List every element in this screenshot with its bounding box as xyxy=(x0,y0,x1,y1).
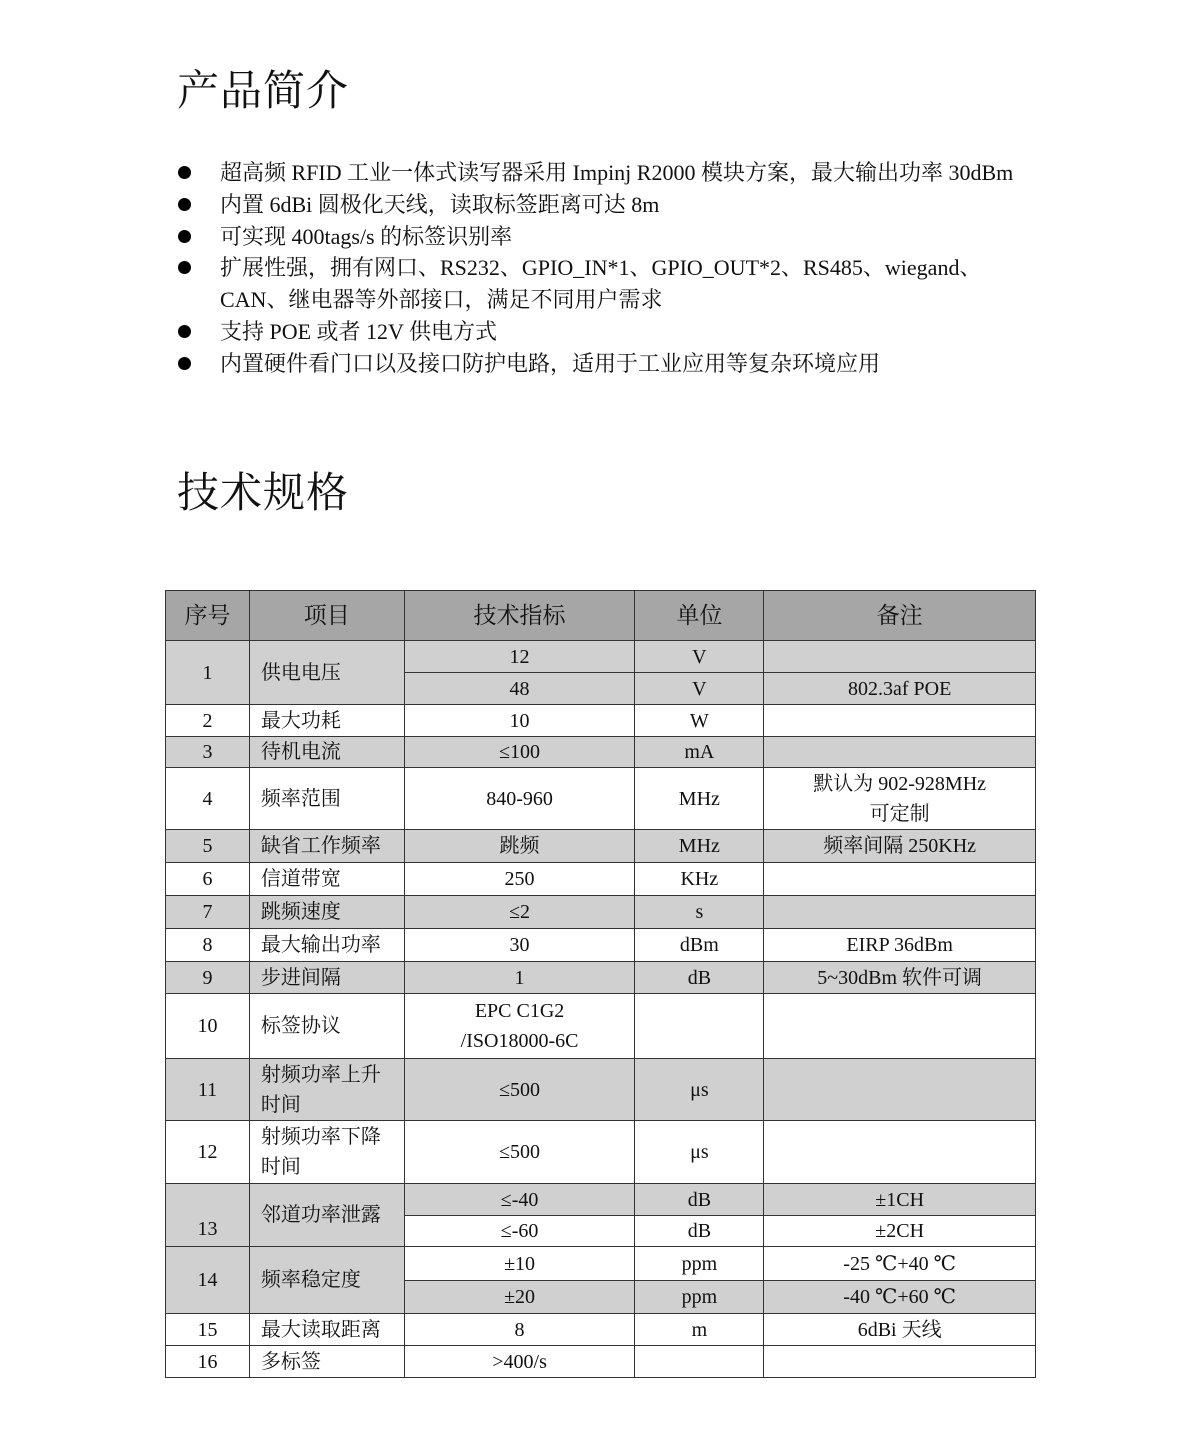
feature-item xyxy=(178,157,1038,189)
cell-note xyxy=(764,641,1036,673)
cell-note xyxy=(764,737,1036,768)
cell-no: 6 xyxy=(166,863,250,896)
feature-text: 扩展性强，拥有网口、RS232、GPIO_IN*1、GPIO_OUT*2、RS485、wiegand、CAN、继电器等外部接口，满足不同用户需求 xyxy=(220,255,982,313)
cell-value: ≤100 xyxy=(404,737,635,768)
cell-item: 供电电压 xyxy=(249,641,404,705)
cell-value: ±10 xyxy=(404,1247,635,1281)
cell-unit: m xyxy=(635,1314,764,1346)
feature-item xyxy=(178,221,1038,253)
feature-text: 超高频 RFID 工业一体式读写器采用 Impinj R2000 模块方案，最大输出功率 30dBm xyxy=(220,160,1014,185)
bullet-icon xyxy=(178,357,191,370)
cell-value: ±20 xyxy=(404,1281,635,1314)
cell-item: 多标签 xyxy=(249,1346,404,1378)
cell-unit: mA xyxy=(635,737,764,768)
cell-value: ≤-40 xyxy=(404,1184,635,1216)
cell-no: 12 xyxy=(166,1121,250,1184)
cell-no: 15 xyxy=(166,1314,250,1346)
cell-item: 待机电流 xyxy=(249,737,404,768)
cell-value: 12 xyxy=(404,641,635,673)
cell-no: 10 xyxy=(166,994,250,1059)
cell-no: 2 xyxy=(166,705,250,737)
cell-item: 标签协议 xyxy=(249,994,404,1059)
value-line: /ISO18000-6C xyxy=(460,1030,579,1052)
cell-item: 频率稳定度 xyxy=(249,1247,404,1314)
bullet-icon xyxy=(178,166,191,179)
bullet-icon xyxy=(178,198,191,211)
cell-unit xyxy=(635,1346,764,1378)
cell-item: 信道带宽 xyxy=(249,863,404,896)
cell-item xyxy=(249,1059,404,1121)
value-line: EPC C1G2 xyxy=(474,1000,565,1022)
cell-note: 5~30dBm 软件可调 xyxy=(764,962,1036,994)
table-row xyxy=(166,705,1036,737)
table-row xyxy=(166,830,1036,863)
item-line: 射频功率上升 xyxy=(260,1063,381,1086)
section-title-tech-specs: 技术规格 xyxy=(177,468,350,517)
cell-note: ±2CH xyxy=(764,1216,1036,1247)
cell-unit: ppm xyxy=(635,1247,764,1281)
note-line: 默认为 902-928MHz xyxy=(813,772,987,795)
cell-unit: MHz xyxy=(635,830,764,863)
table-row xyxy=(166,962,1036,994)
cell-item: 跳频速度 xyxy=(249,896,404,929)
cell-note: -25 ℃+40 ℃ xyxy=(764,1247,1036,1281)
bullet-icon xyxy=(178,261,191,274)
cell-unit xyxy=(635,994,764,1059)
cell-value: 250 xyxy=(404,863,635,896)
cell-note xyxy=(764,768,1036,830)
table-row xyxy=(166,929,1036,962)
cell-item: 最大读取距离 xyxy=(249,1314,404,1346)
table-row xyxy=(166,768,1036,830)
table-row xyxy=(166,737,1036,768)
cell-no: 16 xyxy=(166,1346,250,1378)
item-line: 时间 xyxy=(260,1093,301,1116)
feature-list xyxy=(178,157,1038,380)
cell-no: 8 xyxy=(166,929,250,962)
cell-unit: V xyxy=(635,673,764,705)
cell-unit: dBm xyxy=(635,929,764,962)
cell-no: 9 xyxy=(166,962,250,994)
cell-note xyxy=(764,1346,1036,1378)
cell-item: 步进间隔 xyxy=(249,962,404,994)
table-row xyxy=(166,1346,1036,1378)
cell-item: 频率范围 xyxy=(249,768,404,830)
feature-text: 可实现 400tags/s 的标签识别率 xyxy=(220,223,513,249)
cell-note xyxy=(764,1059,1036,1121)
cell-item: 最大功耗 xyxy=(249,705,404,737)
cell-item: 缺省工作频率 xyxy=(249,830,404,863)
cell-no: 5 xyxy=(166,830,250,863)
cell-item: 邻道功率泄露 xyxy=(249,1184,404,1247)
spec-table xyxy=(165,590,1036,1378)
cell-unit: V xyxy=(635,641,764,673)
cell-value xyxy=(404,994,635,1059)
header-cell: 单位 xyxy=(635,591,764,641)
feature-text: 内置 6dBi 圆极化天线，读取标签距离可达 8m xyxy=(220,191,660,217)
table-row xyxy=(166,1184,1036,1216)
table-row xyxy=(166,1247,1036,1281)
table-row xyxy=(166,641,1036,673)
table-row xyxy=(166,1059,1036,1121)
feature-item xyxy=(178,348,1038,380)
header-cell: 备注 xyxy=(764,591,1036,641)
header-cell: 项目 xyxy=(249,591,404,641)
table-row xyxy=(166,994,1036,1059)
cell-note xyxy=(764,863,1036,896)
cell-note: 频率间隔 250KHz xyxy=(764,830,1036,863)
feature-item xyxy=(178,252,1038,316)
cell-note xyxy=(764,896,1036,929)
cell-value: ≤500 xyxy=(404,1059,635,1121)
cell-no: 11 xyxy=(166,1059,250,1121)
cell-note: -40 ℃+60 ℃ xyxy=(764,1281,1036,1314)
cell-value: ≤2 xyxy=(404,896,635,929)
cell-unit: W xyxy=(635,705,764,737)
cell-note xyxy=(764,705,1036,737)
cell-note: 802.3af POE xyxy=(764,673,1036,705)
cell-unit: dB xyxy=(635,962,764,994)
cell-no: 13 xyxy=(166,1184,250,1247)
cell-note xyxy=(764,1121,1036,1184)
cell-value: ≤500 xyxy=(404,1121,635,1184)
feature-item xyxy=(178,189,1038,221)
note-line: 可定制 xyxy=(869,802,930,825)
cell-no: 7 xyxy=(166,896,250,929)
cell-item: 最大输出功率 xyxy=(249,929,404,962)
cell-unit: ppm xyxy=(635,1281,764,1314)
cell-unit: dB xyxy=(635,1184,764,1216)
cell-value: 48 xyxy=(404,673,635,705)
table-row xyxy=(166,1314,1036,1346)
header-cell: 序号 xyxy=(166,591,250,641)
cell-value: 30 xyxy=(404,929,635,962)
header-cell: 技术指标 xyxy=(404,591,635,641)
cell-item xyxy=(249,1121,404,1184)
feature-text: 支持 POE 或者 12V 供电方式 xyxy=(220,318,498,344)
item-line: 射频功率下降 xyxy=(260,1126,381,1148)
cell-value: >400/s xyxy=(404,1346,635,1378)
bullet-icon xyxy=(178,325,191,338)
cell-unit: μs xyxy=(635,1059,764,1121)
table-header-row xyxy=(166,591,1036,641)
cell-no: 4 xyxy=(166,768,250,830)
cell-value: ≤-60 xyxy=(404,1216,635,1247)
cell-note: EIRP 36dBm xyxy=(764,929,1036,962)
cell-unit: dB xyxy=(635,1216,764,1247)
cell-no: 3 xyxy=(166,737,250,768)
cell-value: 840-960 xyxy=(404,768,635,830)
cell-note: ±1CH xyxy=(764,1184,1036,1216)
cell-unit: s xyxy=(635,896,764,929)
bullet-icon xyxy=(178,230,191,243)
cell-value: 跳频 xyxy=(404,830,635,863)
cell-unit: μs xyxy=(635,1121,764,1184)
cell-note: 6dBi 天线 xyxy=(764,1314,1036,1346)
feature-text: 内置硬件看门口以及接口防护电路，适用于工业应用等复杂环境应用 xyxy=(220,350,881,376)
table-row xyxy=(166,896,1036,929)
feature-item xyxy=(178,316,1038,348)
item-line: 时间 xyxy=(260,1156,301,1178)
cell-no: 14 xyxy=(166,1247,250,1314)
section-title-product-intro: 产品简介 xyxy=(177,66,350,115)
cell-unit: MHz xyxy=(635,768,764,830)
cell-value: 1 xyxy=(404,962,635,994)
cell-note xyxy=(764,994,1036,1059)
cell-value: 10 xyxy=(404,705,635,737)
table-row xyxy=(166,863,1036,896)
cell-value: 8 xyxy=(404,1314,635,1346)
cell-no: 1 xyxy=(166,641,250,705)
cell-unit: KHz xyxy=(635,863,764,896)
table-row xyxy=(166,1121,1036,1184)
